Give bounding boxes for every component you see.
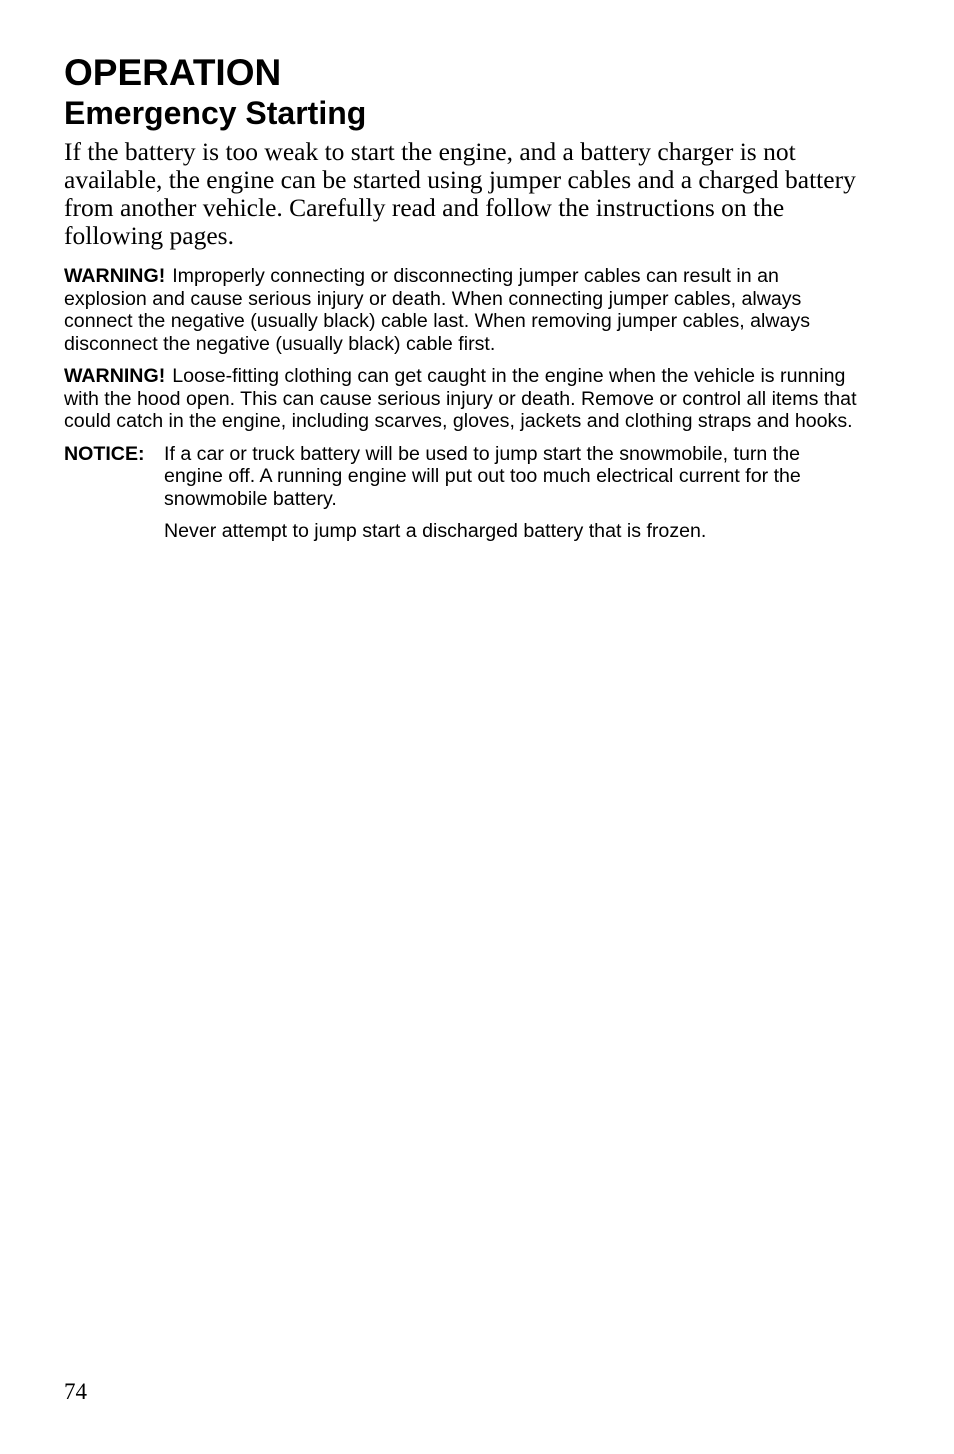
- warning-text: Loose-fitting clothing can get caught in the engine when the vehicle is running with the hood open. This can cause serious injury or death. Remove or control all items that could catch in the engine, including scarves, gloves, jackets and clothing straps and hooks.: [64, 365, 857, 432]
- subsection-title: Emergency Starting: [64, 95, 367, 131]
- intro-paragraph: If the battery is too weak to start the engine, and a battery charger is not available, the engine can be started using jumper cables and a charged battery from another vehicle. Carefully read and follow the instructions on the following pages.: [64, 137, 856, 250]
- notice-body: [164, 443, 864, 553]
- page-number: 74: [64, 1379, 87, 1404]
- warning-loose-clothing: [64, 365, 864, 433]
- notice-block: [64, 443, 864, 553]
- notice-label: NOTICE:: [64, 442, 145, 465]
- notice-paragraph: If a car or truck battery will be used to jump start the snowmobile, turn the engine off. A running engine will put out too much electrical current for the snowmobile battery.: [164, 442, 801, 510]
- warning-jumper-cables: [64, 265, 864, 355]
- notice-paragraph: Never attempt to jump start a discharged battery that is frozen.: [164, 520, 707, 542]
- warning-label: WARNING!: [64, 265, 166, 287]
- warning-text: Improperly connecting or disconnecting jumper cables can result in an explosion and cause serious injury or death. When connecting jumper cables, always connect the negative (usually black) cable last. When removing jumper cables, always disconnect the negative (usually black) cable first.: [64, 265, 811, 355]
- section-title: OPERATION: [64, 52, 282, 93]
- page-content: [64, 52, 864, 553]
- warning-label: WARNING!: [64, 365, 166, 387]
